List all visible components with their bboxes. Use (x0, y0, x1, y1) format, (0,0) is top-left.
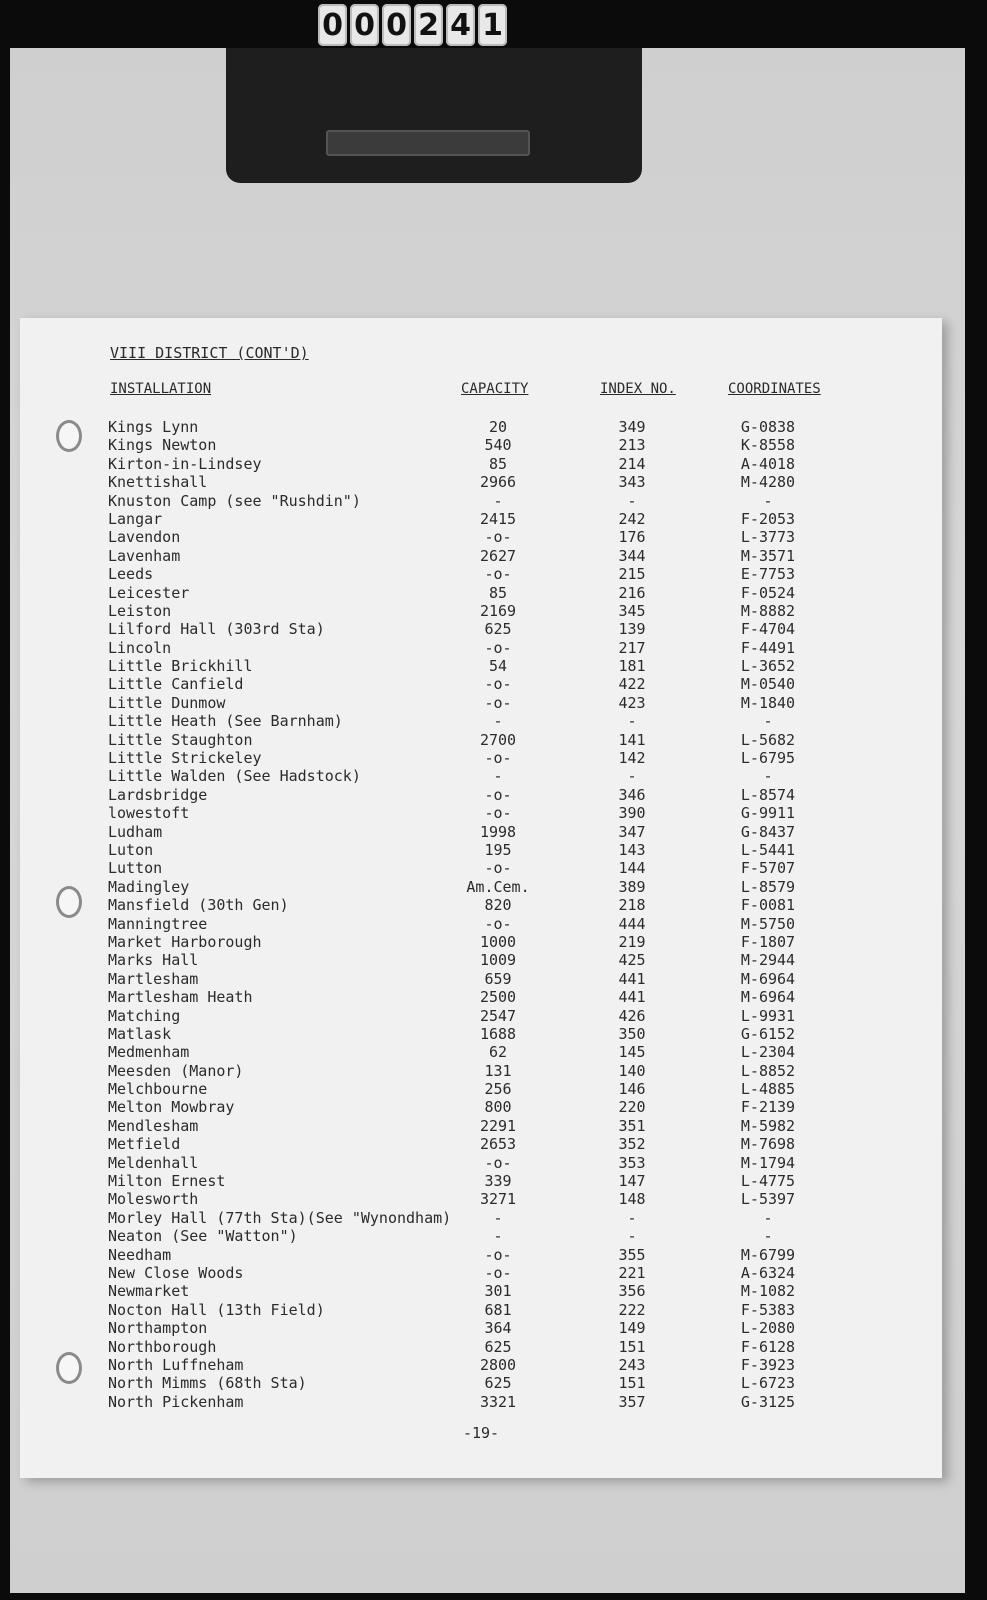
index-cell: 143 (618, 840, 646, 859)
table-row (20, 749, 942, 767)
index-cell: - (627, 491, 637, 510)
installation-name: Little Staughton (108, 730, 253, 749)
table-row (20, 418, 942, 436)
capacity-cell: 339 (484, 1172, 512, 1191)
index-cell: 176 (618, 528, 646, 547)
table-row (20, 1154, 942, 1172)
installation-name: Meesden (Manor) (108, 1061, 244, 1080)
coordinates-cell: M-0540 (740, 675, 796, 694)
table-row (20, 1319, 942, 1337)
coordinates-cell: L-8574 (740, 785, 796, 804)
coordinates-cell: L-6723 (740, 1374, 796, 1393)
table-row (20, 510, 942, 528)
coordinates-cell: L-4885 (740, 1080, 796, 1099)
installation-name: Matlask (108, 1024, 172, 1043)
installation-name: Meldenhall (108, 1153, 199, 1172)
capacity-cell: 3321 (479, 1392, 517, 1411)
index-cell: 181 (618, 657, 646, 676)
capacity-cell: -o- (484, 1263, 512, 1282)
capacity-cell: 2500 (479, 988, 517, 1007)
counter-digit: 1 (478, 4, 507, 46)
coordinates-cell: G-3125 (740, 1392, 796, 1411)
coordinates-cell: F-6128 (740, 1337, 796, 1356)
table-row (20, 1043, 942, 1061)
capacity-cell: 2547 (479, 1006, 517, 1025)
index-cell: 149 (618, 1319, 646, 1338)
capacity-cell: 1000 (479, 932, 517, 951)
capacity-cell: 2627 (479, 546, 517, 565)
capacity-cell: 2169 (479, 601, 517, 620)
coordinates-cell: M-6964 (740, 988, 796, 1007)
installation-name: Lutton (108, 859, 163, 878)
capacity-cell: -o- (484, 675, 512, 694)
index-cell: - (627, 767, 637, 786)
installation-name: Kirton-in-Lindsey (108, 454, 262, 473)
index-cell: 344 (618, 546, 646, 565)
installation-name: Morley Hall (77th Sta)(See "Wynondham) (108, 1208, 452, 1227)
coordinates-cell: G-8437 (740, 822, 796, 841)
coordinates-cell: L-3652 (740, 657, 796, 676)
coordinates-cell: L-3773 (740, 528, 796, 547)
capacity-cell: 62 (488, 1043, 508, 1062)
installation-name: Leeds (108, 565, 154, 584)
page-number: -19- (462, 1424, 500, 1442)
capacity-cell: 820 (484, 896, 512, 915)
table-row (20, 1117, 942, 1135)
installation-name: Knuston Camp (see "Rushdin") (108, 491, 361, 510)
coordinates-cell: F-4704 (740, 620, 796, 639)
capacity-cell: 1009 (479, 951, 517, 970)
installation-name: Lardsbridge (108, 785, 208, 804)
installation-name: Knettishall (108, 473, 208, 492)
coordinates-cell: M-5982 (740, 1116, 796, 1135)
index-cell: 142 (618, 749, 646, 768)
index-cell: 217 (618, 638, 646, 657)
table-row (20, 1135, 942, 1153)
capacity-cell: -o- (484, 749, 512, 768)
table-row (20, 1301, 942, 1319)
capacity-cell: 256 (484, 1080, 512, 1099)
capacity-cell: 1998 (479, 822, 517, 841)
coordinates-cell: M-1794 (740, 1153, 796, 1172)
index-cell: 242 (618, 509, 646, 528)
index-cell: 349 (618, 418, 646, 436)
capacity-cell: 364 (484, 1319, 512, 1338)
table-row (20, 565, 942, 583)
index-cell: 219 (618, 932, 646, 951)
index-cell: 390 (618, 804, 646, 823)
capacity-cell: 1688 (479, 1024, 517, 1043)
table-row (20, 473, 942, 491)
coordinates-cell: L-5397 (740, 1190, 796, 1209)
coordinates-cell: M-8882 (740, 601, 796, 620)
capacity-cell: -o- (484, 693, 512, 712)
capacity-cell: - (493, 1227, 503, 1246)
index-cell: 145 (618, 1043, 646, 1062)
coordinates-cell: M-6799 (740, 1245, 796, 1264)
installation-name: Manningtree (108, 914, 208, 933)
table-row (20, 915, 942, 933)
index-cell: 426 (618, 1006, 646, 1025)
coordinates-cell: - (763, 1227, 773, 1246)
capacity-cell: 2415 (479, 509, 517, 528)
index-cell: 139 (618, 620, 646, 639)
index-cell: 214 (618, 454, 646, 473)
capacity-cell: 2700 (479, 730, 517, 749)
table-row (20, 694, 942, 712)
capacity-cell: 301 (484, 1282, 512, 1301)
installation-name: Luton (108, 840, 154, 859)
table-row (20, 951, 942, 969)
capacity-cell: 800 (484, 1098, 512, 1117)
installation-name: Metfield (108, 1135, 181, 1154)
installation-name: Neaton (See "Watton") (108, 1227, 298, 1246)
index-cell: 144 (618, 859, 646, 878)
frame-counter (318, 4, 507, 50)
index-cell: 441 (618, 969, 646, 988)
table-row (20, 1246, 942, 1264)
table-row (20, 602, 942, 620)
coordinates-cell: M-3571 (740, 546, 796, 565)
index-cell: 218 (618, 896, 646, 915)
coordinates-cell: M-1840 (740, 693, 796, 712)
installation-name: Martlesham Heath (108, 988, 253, 1007)
installation-name: Leiston (108, 601, 172, 620)
table-row (20, 1098, 942, 1116)
installation-name: Lilford Hall (303rd Sta) (108, 620, 325, 639)
table-row (20, 970, 942, 988)
capacity-cell: 54 (488, 657, 508, 676)
installation-name: New Close Woods (108, 1263, 244, 1282)
table-row (20, 933, 942, 951)
counter-digit: 2 (414, 4, 443, 46)
index-cell: 356 (618, 1282, 646, 1301)
installation-name: Northampton (108, 1319, 208, 1338)
installation-name: Melchbourne (108, 1080, 208, 1099)
index-cell: 140 (618, 1061, 646, 1080)
table-row (20, 1025, 942, 1043)
table-row (20, 1356, 942, 1374)
index-cell: 346 (618, 785, 646, 804)
table-row (20, 1080, 942, 1098)
capacity-cell: 3271 (479, 1190, 517, 1209)
index-cell: 389 (618, 877, 646, 896)
capacity-cell: - (493, 712, 503, 731)
coordinates-cell: F-5383 (740, 1300, 796, 1319)
table-row (20, 1264, 942, 1282)
coordinates-cell: M-2944 (740, 951, 796, 970)
capacity-cell: 195 (484, 840, 512, 859)
capacity-cell: -o- (484, 1245, 512, 1264)
table-row (20, 1338, 942, 1356)
table-row (20, 1190, 942, 1208)
capacity-cell: -o- (484, 638, 512, 657)
capacity-cell: 2291 (479, 1116, 517, 1135)
capacity-cell: 681 (484, 1300, 512, 1319)
index-cell: 146 (618, 1080, 646, 1099)
table-row (20, 823, 942, 841)
installation-name: Molesworth (108, 1190, 199, 1209)
table-row (20, 492, 942, 510)
counter-digit: 4 (446, 4, 475, 46)
capacity-cell: 659 (484, 969, 512, 988)
index-cell: 151 (618, 1374, 646, 1393)
document-page (20, 318, 942, 1478)
table-row (20, 841, 942, 859)
capacity-cell: - (493, 767, 503, 786)
table-row (20, 878, 942, 896)
table-row (20, 1227, 942, 1245)
capacity-cell: -o- (484, 914, 512, 933)
coordinates-cell: L-4775 (740, 1172, 796, 1191)
header-capacity: CAPACITY (461, 381, 529, 397)
capacity-cell: -o- (484, 565, 512, 584)
table-row (20, 528, 942, 546)
index-cell: 422 (618, 675, 646, 694)
index-cell: 357 (618, 1392, 646, 1411)
header-coordinates: COORDINATES (728, 381, 821, 397)
index-cell: - (627, 1208, 637, 1227)
installation-name: Lincoln (108, 638, 172, 657)
index-cell: 345 (618, 601, 646, 620)
installation-name: Lavendon (108, 528, 181, 547)
coordinates-cell: G-0838 (740, 418, 796, 436)
coordinates-cell: K-8558 (740, 436, 796, 455)
capacity-cell: -o- (484, 785, 512, 804)
installation-name: Lavenham (108, 546, 181, 565)
capacity-cell: 131 (484, 1061, 512, 1080)
table-row (20, 712, 942, 730)
index-cell: 243 (618, 1355, 646, 1374)
table-row (20, 547, 942, 565)
index-cell: 220 (618, 1098, 646, 1117)
coordinates-cell: M-4280 (740, 473, 796, 492)
capacity-cell: 625 (484, 1337, 512, 1356)
index-cell: 221 (618, 1263, 646, 1282)
index-cell: - (627, 712, 637, 731)
installation-name: Little Heath (See Barnham) (108, 712, 343, 731)
table-row (20, 988, 942, 1006)
installation-name: Little Canfield (108, 675, 244, 694)
capacity-cell: -o- (484, 528, 512, 547)
installation-name: Melton Mowbray (108, 1098, 235, 1117)
installation-name: Mendlesham (108, 1116, 199, 1135)
installation-name: Milton Ernest (108, 1172, 226, 1191)
table-row (20, 657, 942, 675)
table-row (20, 786, 942, 804)
table-row (20, 767, 942, 785)
installation-name: North Mimms (68th Sta) (108, 1374, 307, 1393)
table-row (20, 1393, 942, 1411)
index-cell: 222 (618, 1300, 646, 1319)
capacity-cell: 2966 (479, 473, 517, 492)
coordinates-cell: L-5682 (740, 730, 796, 749)
capacity-cell: 2653 (479, 1135, 517, 1154)
coordinates-cell: L-5441 (740, 840, 796, 859)
index-cell: - (627, 1227, 637, 1246)
installation-name: North Pickenham (108, 1392, 244, 1411)
installation-name: Kings Lynn (108, 418, 199, 436)
coordinates-cell: M-7698 (740, 1135, 796, 1154)
index-cell: 148 (618, 1190, 646, 1209)
coordinates-cell: F-0081 (740, 896, 796, 915)
installation-name: Medmenham (108, 1043, 190, 1062)
capacity-cell: 2800 (479, 1355, 517, 1374)
table-row (20, 620, 942, 638)
coordinates-cell: L-6795 (740, 749, 796, 768)
table-row (20, 804, 942, 822)
index-cell: 343 (618, 473, 646, 492)
installation-name: Market Harborough (108, 932, 262, 951)
index-cell: 213 (618, 436, 646, 455)
coordinates-cell: F-0524 (740, 583, 796, 602)
index-cell: 351 (618, 1116, 646, 1135)
table-row (20, 675, 942, 693)
capacity-cell: 625 (484, 1374, 512, 1393)
capacity-cell: 540 (484, 436, 512, 455)
coordinates-cell: G-9911 (740, 804, 796, 823)
coordinates-cell: F-3923 (740, 1355, 796, 1374)
index-cell: 353 (618, 1153, 646, 1172)
table-row (20, 1374, 942, 1392)
coordinates-cell: M-5750 (740, 914, 796, 933)
installation-name: Little Strickeley (108, 749, 262, 768)
index-cell: 352 (618, 1135, 646, 1154)
coordinates-cell: - (763, 491, 773, 510)
installation-name: Needham (108, 1245, 172, 1264)
district-heading: VIII DISTRICT (CONT'D) (110, 344, 309, 362)
index-cell: 425 (618, 951, 646, 970)
installation-name: Leicester (108, 583, 190, 602)
capacity-cell: - (493, 491, 503, 510)
installation-name: Newmarket (108, 1282, 190, 1301)
coordinates-cell: E-7753 (740, 565, 796, 584)
coordinates-cell: F-4491 (740, 638, 796, 657)
installation-name: Little Brickhill (108, 657, 253, 676)
index-cell: 147 (618, 1172, 646, 1191)
index-cell: 347 (618, 822, 646, 841)
installation-name: Martlesham (108, 969, 199, 988)
installation-name: Little Walden (See Hadstock) (108, 767, 361, 786)
coordinates-cell: F-2139 (740, 1098, 796, 1117)
installation-table (20, 418, 942, 1411)
installation-name: North Luffneham (108, 1355, 244, 1374)
table-row (20, 436, 942, 454)
coordinates-cell: G-6152 (740, 1024, 796, 1043)
installation-name: Langar (108, 509, 163, 528)
index-cell: 423 (618, 693, 646, 712)
table-row (20, 1282, 942, 1300)
counter-digit: 0 (350, 4, 379, 46)
coordinates-cell: - (763, 767, 773, 786)
installation-name: Little Dunmow (108, 693, 226, 712)
index-cell: 444 (618, 914, 646, 933)
installation-name: Ludham (108, 822, 163, 841)
coordinates-cell: L-8579 (740, 877, 796, 896)
coordinates-cell: A-4018 (740, 454, 796, 473)
installation-name: Northborough (108, 1337, 217, 1356)
capacity-cell: - (493, 1208, 503, 1227)
capacity-cell: 625 (484, 620, 512, 639)
capacity-cell: 85 (488, 454, 508, 473)
capacity-cell: Am.Cem. (466, 877, 530, 896)
installation-name: Nocton Hall (13th Field) (108, 1300, 325, 1319)
index-cell: 216 (618, 583, 646, 602)
index-cell: 215 (618, 565, 646, 584)
capacity-cell: 85 (488, 583, 508, 602)
index-cell: 350 (618, 1024, 646, 1043)
table-row (20, 1007, 942, 1025)
coordinates-cell: L-2080 (740, 1319, 796, 1338)
clip-slot (326, 130, 530, 156)
table-row (20, 859, 942, 877)
coordinates-cell: M-1082 (740, 1282, 796, 1301)
coordinates-cell: - (763, 712, 773, 731)
installation-name: Kings Newton (108, 436, 217, 455)
coordinates-cell: L-2304 (740, 1043, 796, 1062)
capacity-cell: 20 (488, 418, 508, 436)
counter-digit: 0 (318, 4, 347, 46)
index-cell: 141 (618, 730, 646, 749)
counter-digit: 0 (382, 4, 411, 46)
table-row (20, 1172, 942, 1190)
table-row (20, 1062, 942, 1080)
coordinates-cell: - (763, 1208, 773, 1227)
installation-name: Madingley (108, 877, 190, 896)
index-cell: 355 (618, 1245, 646, 1264)
coordinates-cell: M-6964 (740, 969, 796, 988)
coordinates-cell: F-5707 (740, 859, 796, 878)
coordinates-cell: L-8852 (740, 1061, 796, 1080)
clipboard-clip (226, 48, 642, 183)
table-row (20, 584, 942, 602)
capacity-cell: -o- (484, 804, 512, 823)
installation-name: Mansfield (30th Gen) (108, 896, 289, 915)
table-row (20, 896, 942, 914)
capacity-cell: -o- (484, 1153, 512, 1172)
installation-name: Matching (108, 1006, 181, 1025)
installation-name: Marks Hall (108, 951, 199, 970)
table-row (20, 455, 942, 473)
coordinates-cell: L-9931 (740, 1006, 796, 1025)
table-row (20, 639, 942, 657)
coordinates-cell: F-1807 (740, 932, 796, 951)
capacity-cell: -o- (484, 859, 512, 878)
table-row (20, 731, 942, 749)
header-index: INDEX NO. (600, 381, 676, 397)
table-row (20, 1209, 942, 1227)
header-installation: INSTALLATION (110, 381, 212, 397)
index-cell: 151 (618, 1337, 646, 1356)
installation-name: lowestoft (108, 804, 190, 823)
coordinates-cell: A-6324 (740, 1263, 796, 1282)
index-cell: 441 (618, 988, 646, 1007)
coordinates-cell: F-2053 (740, 509, 796, 528)
